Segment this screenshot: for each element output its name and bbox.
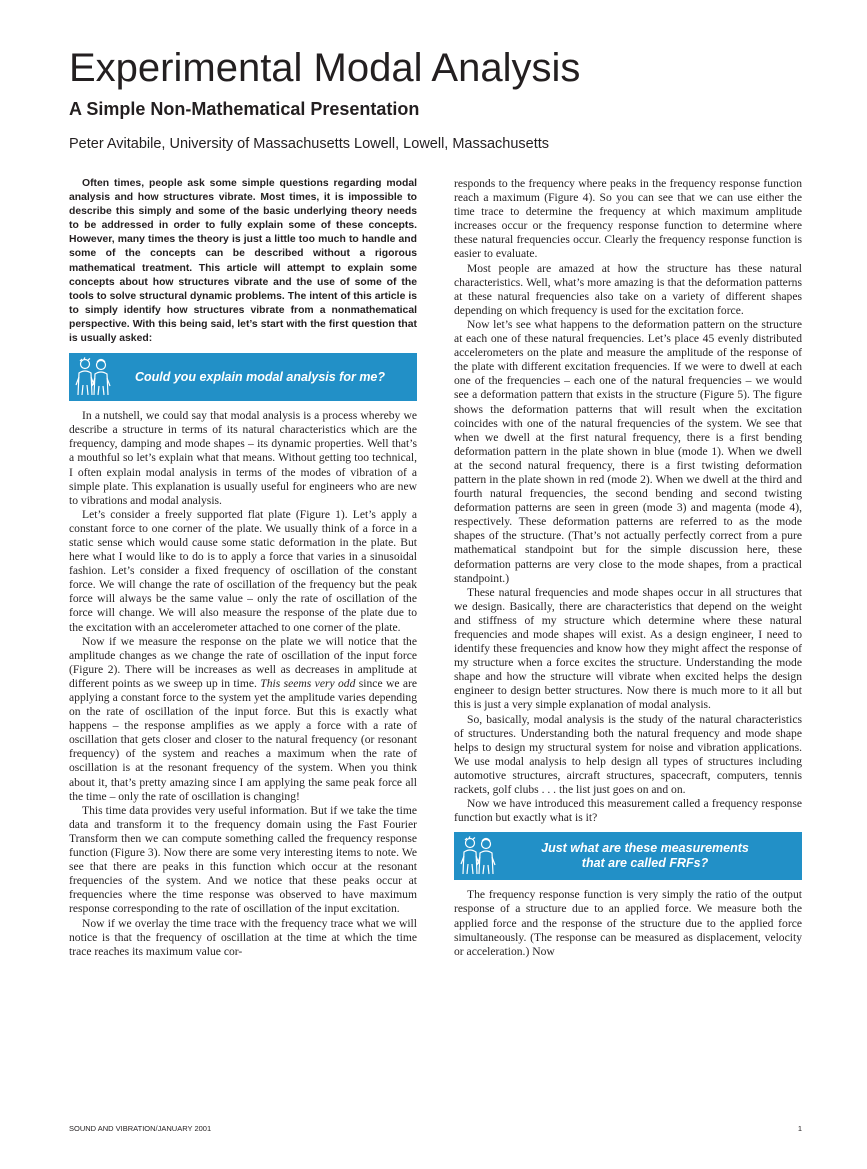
paragraph-time-data: This time data provides very useful information. But if we take the time data and transform it to the frequency domain using the Fast Fourier Transform then we can compute something called the frequency response function (Figure 3). Now there are some very interesting items to note. We see that there are peaks in this function which occur at the resonant frequencies of the system. And we notice that these peaks occur at frequencies where the time response was observed to have maximum response corresponding to the rate of oscillation of the input excitation. bbox=[69, 803, 417, 916]
question-2-line-2: that are called FRFs? bbox=[581, 856, 709, 871]
paragraph-basically: So, basically, modal analysis is the study of the natural characteristics of structures. Understanding both the natural frequency and mode shape helps to design my structural system for noise and vibration applications. We use modal analysis to help design all types of structures including automotive structures, aircraft structures, spacecraft, computers, tennis rackets, golf clubs . . . the list just goes on and on. bbox=[454, 712, 802, 797]
paragraph-frf-definition: The frequency response function is very simply the ratio of the output response of a structure due to an applied force. We measure both the applied force and the response of the structure due to the applied force simultaneously. (The response can be measured as displacement, velocity or acceleration.) Now bbox=[454, 888, 802, 958]
right-column bbox=[454, 177, 802, 959]
question-2-line-1: Just what are these measurements bbox=[541, 841, 749, 856]
paragraph-responds: responds to the frequency where peaks in the frequency response function reach a maximum (Figure 4). So you can see that we can use either the time trace to determine the frequency at which maximum amplitude increases occur or the frequency response function to determine where these natural frequencies occur. Clearly the frequency response function is easier to evaluate. bbox=[454, 177, 802, 261]
page-title: Experimental Modal Analysis bbox=[69, 46, 581, 90]
paragraph-natural-frequencies: These natural frequencies and mode shapes occur in all structures that we design. Basically, there are characteristics that depend on the weight and stiffness of my structure which determine where these natural frequencies and mode shapes will exist. As a design engineer, I need to identify these frequencies and know how they might affect the response of my structure when a force excites the structure. Understanding the mode shape and how the structure will vibrate when excited helps the design engineer to design better structures. Now there is much more to it all but this is just a very simple explanation of modal analysis. bbox=[454, 585, 802, 712]
authors: Peter Avitabile, University of Massachusetts Lowell, Lowell, Massachusetts bbox=[69, 136, 550, 152]
two-people-icon bbox=[75, 357, 111, 397]
paragraph-amazed: Most people are amazed at how the structure has these natural characteristics. Well, what’s more amazing is that the deformation patterns at these natural frequencies also take on a variety of different shapes depending on which frequency is used for the excitation force. bbox=[454, 261, 802, 317]
paragraph-overlay: Now if we overlay the time trace with the frequency trace what we will notice is that the frequency of oscillation at the time at which the time trace reaches its maximum value cor- bbox=[69, 916, 417, 958]
page-number: 1 bbox=[797, 1124, 802, 1133]
two-people-icon bbox=[460, 836, 496, 876]
emphasis-text: This seems very odd bbox=[260, 676, 356, 690]
paragraph-deformation: Now let’s see what happens to the deformation pattern on the structure at each one of these natural frequencies. Let’s place 45 evenly distributed accelerometers on the plate and measure the amplitude of the response of the plate with different excitation frequencies. If we were to dwell at each one of the frequencies – each one of the natural frequencies – we would see a deformation pattern that exists in the structure (Figure 5). The figure shows the deformation patterns that will result when the excitation coincides with one of the natural frequencies of the system. We see that when we dwell at the first natural frequency, there is a first bending deformation pattern in the plate shown in blue (mode 1). When we dwell at the second natural frequency, there is a first twisting deformation pattern in the plate shown in red (mode 2). When we dwell at the third and fourth natural frequencies, the second bending and second twisting deformation patterns are seen in green (mode 3) and magenta (mode 4), respectively. These deformation patterns are referred to as the mode shapes of the structure. (That’s not actually perfectly correct from a pure mathematical standpoint but for the simple discussion here, these deformation patterns are very close to the mode shapes, from a practical standpoint.) bbox=[454, 317, 802, 585]
paragraph-text: Now if we measure the response on the plate we will notice that the amplitude changes as we change the rate of oscillation of the input force (Figure 2). There will be increases as well as decreases in amplitude at different points as we sweep up in time. bbox=[69, 634, 417, 690]
question-1-text: Could you explain modal analysis for me? bbox=[134, 369, 386, 384]
paragraph-measure-response bbox=[69, 635, 417, 804]
abstract: Often times, people ask some simple questions regarding modal analysis and how structures vibrate. Most times, it is impossible to describe this simply and some of the basic underlying theory needs to be addressed in order to fully explain some of these concepts. However, many times the theory is just a little too much to handle and some of the concepts can be described without a rigorous mathematical treatment. This article will attempt to explain some concepts about how structures vibrate and the use of some of the tools to solve structural dynamic problems. The intent of this article is to simply identify how structures vibrate from a nonmathematical perspective. With this being said, let’s start with the first question that is usually asked: bbox=[69, 178, 417, 345]
subtitle: A Simple Non-Mathematical Presentation bbox=[69, 99, 420, 119]
left-column bbox=[69, 177, 417, 959]
question-box-modal-analysis bbox=[69, 353, 417, 401]
footer-journal: SOUND AND VIBRATION/JANUARY 2001 bbox=[69, 1124, 212, 1133]
paragraph-text: since we are applying a constant force to the system yet the amplitude varies depending on the rate of oscillation of the input force. But this is exactly what happens – the response amplifies as we apply a force with a rate of oscillation that gets closer and closer to the natural frequency (or resonant frequency) of the system and reaches a maximum when the rate of oscillation is at the resonant frequency of the system. When you think about it, that’s pretty amazing since I am applying the same peak force all the time – only the rate of oscillation is changing! bbox=[69, 676, 418, 803]
paragraph-nutshell: In a nutshell, we could say that modal analysis is a process whereby we describe a structure in terms of its natural characteristics which are the frequency, damping and mode shapes – its dynamic properties. Well that’s a mouthful so let’s explain what that means. Without getting too technical, I often explain modal analysis in terms of the modes of vibration of a simple plate. This explanation is usually useful for engineers who are new to vibrations and modal analysis. bbox=[69, 409, 417, 507]
paragraph-introduced: Now we have introduced this measurement called a frequency response function but exactly what is it? bbox=[454, 797, 802, 825]
paragraph-flat-plate: Let’s consider a freely supported flat plate (Figure 1). Let’s apply a constant force to one corner of the plate. We usually think of a force in a static sense which would cause some static deformation in the plate. But here what I would like to do is to apply a force that varies in a sinusoidal fashion. Let’s consider a fixed frequency of oscillation of the constant force. We will change the rate of oscillation of the frequency but the peak force will always be the same value – only the rate of oscillation of the force will change. We will also measure the response of the plate due to the excitation with an accelerometer attached to one corner of the plate. bbox=[69, 507, 417, 634]
question-box-frfs bbox=[454, 832, 802, 880]
question-2-text bbox=[454, 841, 802, 871]
